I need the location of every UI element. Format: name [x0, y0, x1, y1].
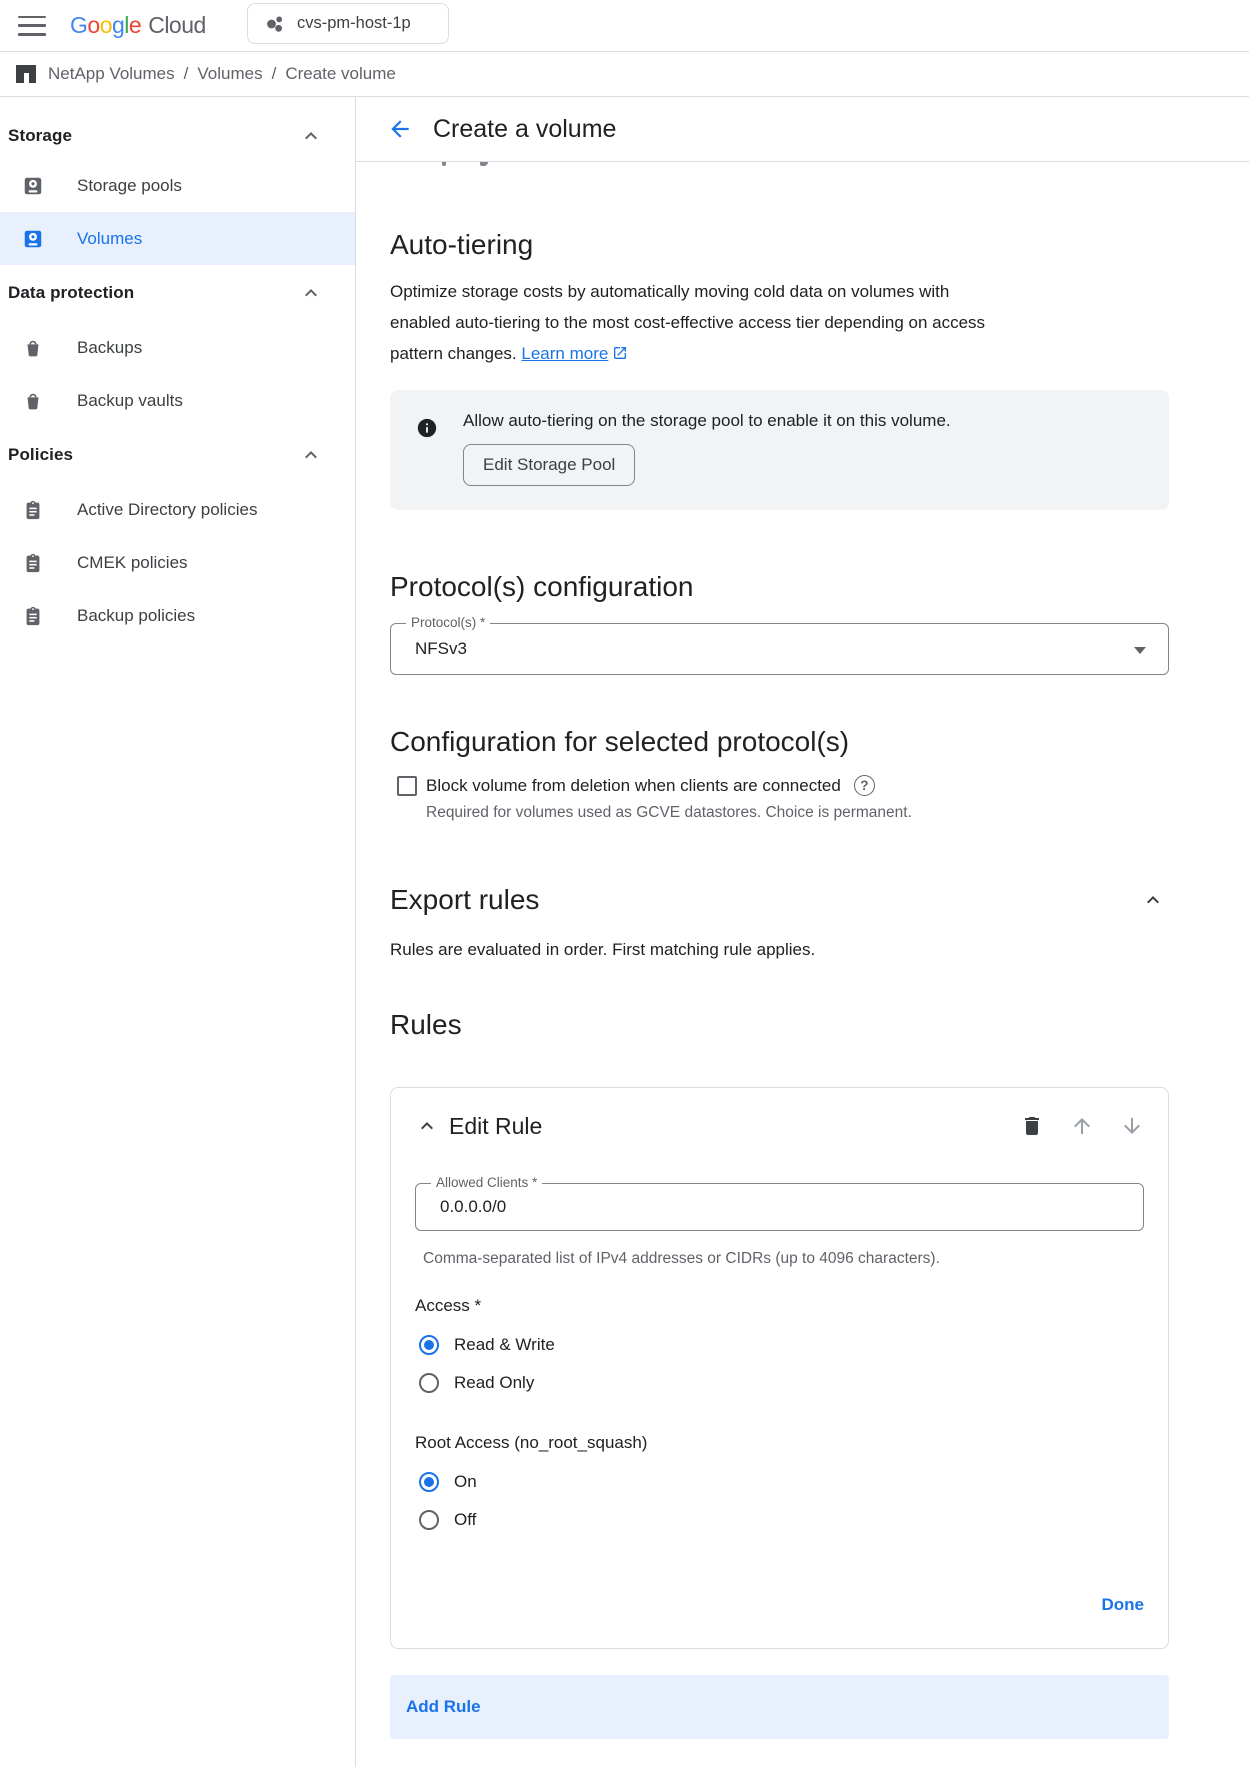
- back-arrow-icon[interactable]: [387, 116, 413, 142]
- add-rule-button[interactable]: [390, 1675, 1169, 1739]
- menu-icon[interactable]: [18, 16, 46, 36]
- auto-tiering-callout: [390, 390, 1169, 510]
- breadcrumb-volumes[interactable]: Volumes: [197, 64, 263, 83]
- sidebar-item-label: CMEK policies: [77, 552, 188, 572]
- protocols-heading: Protocol(s) configuration: [390, 571, 694, 602]
- sidebar-item-label: Volumes: [77, 228, 143, 248]
- breadcrumb-create-volume: Create volume: [285, 64, 396, 83]
- allowed-clients-input[interactable]: [440, 1197, 1119, 1217]
- rule-actions: [994, 1114, 1144, 1138]
- description-line: Optimize storage costs by automatically moving cold data on volumes with: [390, 282, 950, 301]
- rules-heading: Rules: [390, 1009, 462, 1040]
- logo-letter: G: [70, 12, 88, 38]
- edit-storage-pool-button[interactable]: Edit Storage Pool: [463, 444, 635, 486]
- protocol-select-label: Protocol(s) *: [406, 615, 490, 630]
- sidebar-item-backup-policies[interactable]: [0, 589, 355, 642]
- description-line: enabled auto-tiering to the most cost-effective access tier depending on access: [390, 313, 986, 332]
- chevron-up-icon: [299, 443, 323, 467]
- disk-icon: [22, 175, 44, 197]
- top-app-bar: [0, 0, 1249, 52]
- google-cloud-logo: G o o g l e Cloud: [70, 12, 206, 38]
- collapse-rule-icon[interactable]: [415, 1114, 439, 1138]
- move-rule-down-icon[interactable]: [1120, 1114, 1144, 1138]
- external-link-icon: [612, 345, 628, 361]
- learn-more-link[interactable]: Learn more: [521, 344, 609, 363]
- sidebar-nav: [0, 97, 356, 1767]
- block-deletion-checkbox[interactable]: [397, 776, 417, 796]
- protocol-select-value: NFSv3: [415, 639, 467, 658]
- export-rules-description: Rules are evaluated in order. First matching rule applies.: [390, 940, 816, 959]
- allowed-clients-field[interactable]: [415, 1175, 1144, 1231]
- radio-selected-icon[interactable]: [419, 1472, 439, 1492]
- access-label: Access *: [415, 1296, 482, 1315]
- radio-label[interactable]: Off: [454, 1510, 477, 1529]
- radio-label[interactable]: Read & Write: [454, 1335, 555, 1354]
- dropdown-caret-icon: [1134, 647, 1146, 654]
- protocol-select[interactable]: [390, 615, 1169, 675]
- auto-tiering-description: [390, 276, 1169, 369]
- section-label: Policies: [8, 445, 74, 464]
- project-name: cvs-pm-host-1p: [297, 14, 411, 32]
- sidebar-item-label: Active Directory policies: [77, 499, 258, 519]
- move-rule-up-icon[interactable]: [1070, 1114, 1094, 1138]
- disk-icon: [22, 228, 44, 250]
- sidebar-item-label: Storage pools: [77, 175, 182, 195]
- root-access-label: Root Access (no_root_squash): [415, 1433, 648, 1452]
- section-label: Data protection: [8, 283, 135, 302]
- sidebar-item-active-directory-policies[interactable]: [0, 483, 355, 536]
- form-scroll-area: [356, 162, 1249, 1767]
- block-deletion-row: [390, 775, 1169, 796]
- sidebar-section-policies[interactable]: [0, 427, 355, 483]
- info-icon: [416, 417, 438, 439]
- export-rules-header: [390, 883, 1169, 917]
- sidebar-section-data-protection[interactable]: [0, 265, 355, 321]
- edit-rule-title: Edit Rule: [449, 1112, 543, 1139]
- sidebar-section-storage[interactable]: [0, 113, 355, 159]
- allowed-clients-helper: Comma-separated list of IPv4 addresses or CIDRs (up to 4096 characters).: [423, 1250, 940, 1267]
- collapse-section-icon[interactable]: [1141, 888, 1165, 912]
- clipped-scrolled-text: [390, 162, 1169, 170]
- page-header: [356, 97, 1249, 162]
- sidebar-item-label: Backups: [77, 337, 143, 357]
- netapp-volumes-icon: [14, 62, 38, 86]
- clipboard-icon: [22, 605, 44, 627]
- breadcrumb-separator: /: [183, 64, 189, 83]
- edit-rule-card: [390, 1087, 1169, 1649]
- clipboard-icon: [22, 552, 44, 574]
- root-access-on-option[interactable]: [415, 1472, 1144, 1492]
- root-access-off-option[interactable]: [415, 1510, 1144, 1530]
- access-read-write-option[interactable]: [415, 1335, 1144, 1355]
- section-label: Storage: [8, 126, 72, 145]
- export-rules-heading: Export rules: [390, 884, 540, 915]
- description-line: pattern changes.: [390, 344, 522, 363]
- block-deletion-label[interactable]: Block volume from deletion when clients are connected: [426, 775, 841, 795]
- sidebar-item-label: Backup vaults: [77, 390, 183, 410]
- sidebar-item-backup-vaults[interactable]: [0, 374, 355, 427]
- chevron-up-icon: [299, 281, 323, 305]
- radio-selected-icon[interactable]: [419, 1335, 439, 1355]
- block-deletion-helper: Required for volumes used as GCVE datastores. Choice is permanent.: [426, 804, 912, 821]
- radio-label[interactable]: On: [454, 1472, 477, 1491]
- breadcrumb-netapp-volumes[interactable]: NetApp Volumes: [48, 64, 175, 83]
- radio-label[interactable]: Read Only: [454, 1373, 535, 1392]
- project-selector[interactable]: [247, 3, 449, 44]
- sidebar-item-storage-pools[interactable]: [0, 159, 355, 212]
- delete-rule-icon[interactable]: [1020, 1114, 1044, 1138]
- radio-unselected-icon[interactable]: [419, 1510, 439, 1530]
- allowed-clients-label: Allowed Clients *: [431, 1175, 542, 1190]
- breadcrumb-separator: /: [271, 64, 277, 83]
- help-icon[interactable]: ?: [854, 775, 875, 796]
- logo-cloud-text: Cloud: [148, 12, 206, 38]
- done-row: [415, 1595, 1144, 1615]
- bucket-icon: [22, 337, 44, 359]
- callout-text: Allow auto-tiering on the storage pool to enable it on this volume.: [463, 411, 951, 430]
- chevron-up-icon: [299, 124, 323, 148]
- page-title: Create a volume: [433, 114, 617, 143]
- add-rule-label: Add Rule: [406, 1697, 481, 1716]
- clipboard-icon: [22, 499, 44, 521]
- breadcrumb: [0, 52, 1249, 97]
- project-icon: [265, 14, 285, 34]
- sidebar-item-volumes[interactable]: [0, 212, 355, 265]
- bucket-icon: [22, 390, 44, 412]
- selected-protocol-heading: Configuration for selected protocol(s): [390, 726, 850, 757]
- radio-unselected-icon[interactable]: [419, 1373, 439, 1393]
- access-read-only-option[interactable]: [415, 1373, 1144, 1393]
- auto-tiering-heading: Auto-tiering: [390, 229, 534, 260]
- edit-rule-header: [415, 1106, 1144, 1146]
- done-button[interactable]: Done: [1101, 1595, 1144, 1614]
- sidebar-item-cmek-policies[interactable]: [0, 536, 355, 589]
- sidebar-item-backups[interactable]: [0, 321, 355, 374]
- sidebar-item-label: Backup policies: [77, 605, 196, 625]
